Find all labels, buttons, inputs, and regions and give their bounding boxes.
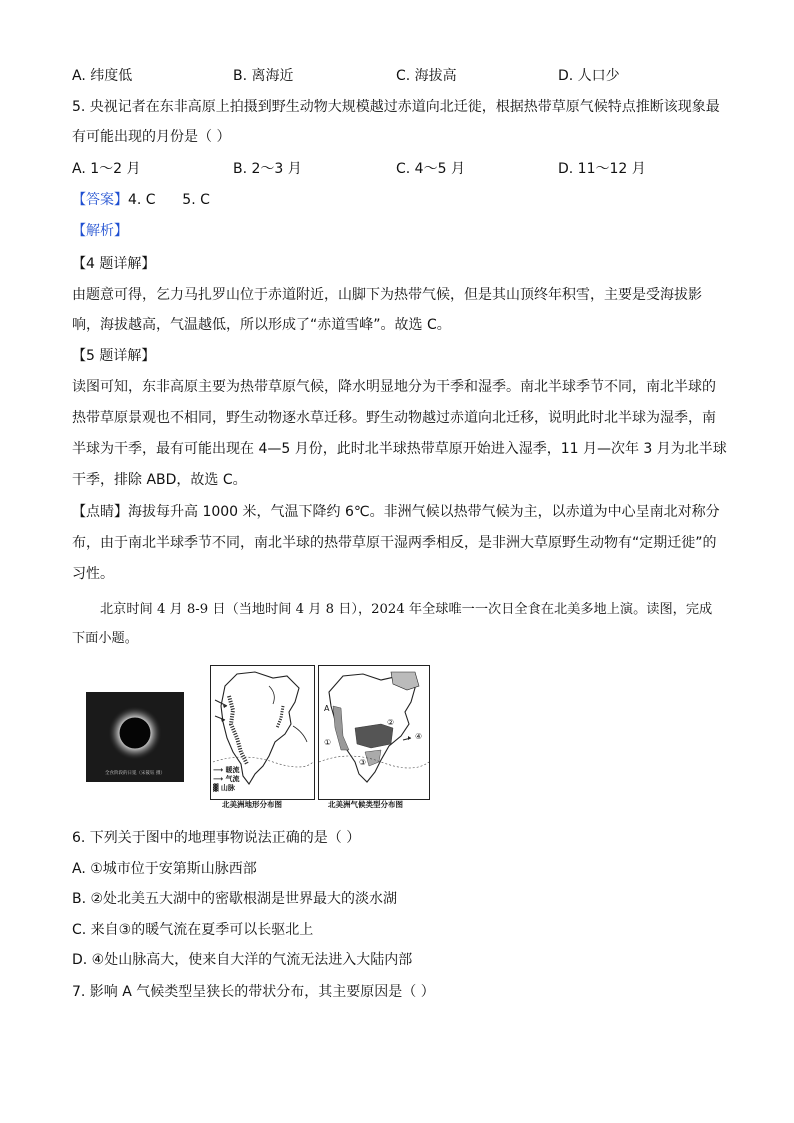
q6-option-a: A. ①城市位于安第斯山脉西部	[72, 861, 257, 877]
answer-line	[72, 190, 210, 210]
q6-option-b: B. ②处北美五大湖中的密歇根湖是世界最大的淡水湖	[72, 891, 398, 907]
q5-option-d: D. 11～12 月	[558, 161, 646, 177]
mark-4: ④	[415, 732, 423, 741]
q7-stem: 7. 影响 A 气候类型呈狭长的带状分布，其主要原因是（ ）	[72, 984, 435, 1000]
detail4-line: 由题意可得，乞力马扎罗山位于赤道附近，山脚下为热带气候，但是其山顶终年积雪，主要是受海拔影	[72, 287, 702, 303]
detail5-line: 半球为干季，最有可能出现在 4—5 月份，此时北半球热带草原开始进入湿季，11 月—次年 3 月为北半球	[72, 441, 727, 457]
tip-text: 海拔每升高 1000 米，气温下降约 6℃。非洲气候以热带气候为主，以赤道为中心呈南北对称分	[128, 504, 720, 520]
detail5-line: 干季，排除 ABD，故选 C。	[72, 472, 247, 488]
climate-map-caption: 北美洲气候类型分布图	[328, 800, 403, 809]
tip-line: 习性。	[72, 566, 114, 582]
intro-line1: 北京时间 4 月 8-9 日（当地时间 4 月 8 日），2024 年全球唯一一次日全食在北美多地上演。读图，完成	[100, 602, 713, 617]
detail5-line: 热带草原景观也不相同，野生动物逐水草迁移。野生动物越过赤道向北迁移，说明此时北半球为湿季，南	[72, 410, 716, 426]
q6-stem: 6. 下列关于图中的地理事物说法正确的是（ ）	[72, 830, 361, 846]
tip-label: 【点睛】	[72, 504, 128, 520]
legend-mountain: ▓ 山脉	[213, 784, 235, 792]
q4-option-b: B. 离海近	[233, 68, 294, 84]
q5-option-b: B. 2～3 月	[233, 161, 302, 177]
detail5-label: 【5 题详解】	[72, 348, 156, 364]
tip-line: 布，由于南北半球季节不同，南北半球的热带草原干湿两季相反，是非洲大草原野生动物有“定期迁徙”的	[72, 535, 717, 551]
q4-option-c: C. 海拔高	[396, 68, 457, 84]
terrain-map	[210, 665, 315, 800]
map-legend	[213, 766, 253, 793]
detail4-line: 响，海拔越高，气温越低，所以形成了“赤道雪峰”。故选 C。	[72, 317, 451, 333]
q4-option-d: D. 人口少	[558, 68, 620, 84]
mark-1: ①	[324, 738, 332, 747]
mark-a: A	[324, 704, 330, 713]
answer-label: 【答案】	[72, 192, 128, 208]
climate-map	[318, 665, 430, 800]
legend-airflow: ⟶ 气流	[213, 775, 240, 783]
q6-option-c: C. 来自③的暖气流在夏季可以长驱北上	[72, 922, 314, 938]
q4-option-a: A. 纬度低	[72, 68, 133, 84]
analysis-label: 【解析】	[72, 223, 128, 239]
tip-line	[72, 502, 720, 522]
q5-stem-line2: 有可能出现的月份是（ ）	[72, 129, 231, 145]
mark-3: ③	[359, 758, 367, 767]
q6-option-d: D. ④处山脉高大，使来自大洋的气流无法进入大陆内部	[72, 952, 413, 968]
detail4-label: 【4 题详解】	[72, 256, 156, 272]
legend-warm-current: ⟶ 暖流	[213, 766, 240, 774]
terrain-map-caption: 北美洲地形分布图	[222, 800, 282, 809]
q5-option-c: C. 4～5 月	[396, 161, 465, 177]
eclipse-photo	[86, 692, 184, 782]
intro-line2: 下面小题。	[72, 631, 138, 646]
q5-option-a: A. 1～2 月	[72, 161, 141, 177]
mark-2: ②	[387, 718, 395, 727]
photo-caption: 全食阶段的日冕（宋筱钰 摄）	[105, 771, 165, 776]
answer-text: 4. C 5. C	[128, 192, 210, 208]
detail5-line: 读图可知，东非高原主要为热带草原气候，降水明显地分为干季和湿季。南北半球季节不同，南北半球的	[72, 379, 716, 395]
q5-stem-line1: 5. 央视记者在东非高原上拍摄到野生动物大规模越过赤道向北迁徙，根据热带草原气候特点推断该现象最	[72, 99, 720, 115]
